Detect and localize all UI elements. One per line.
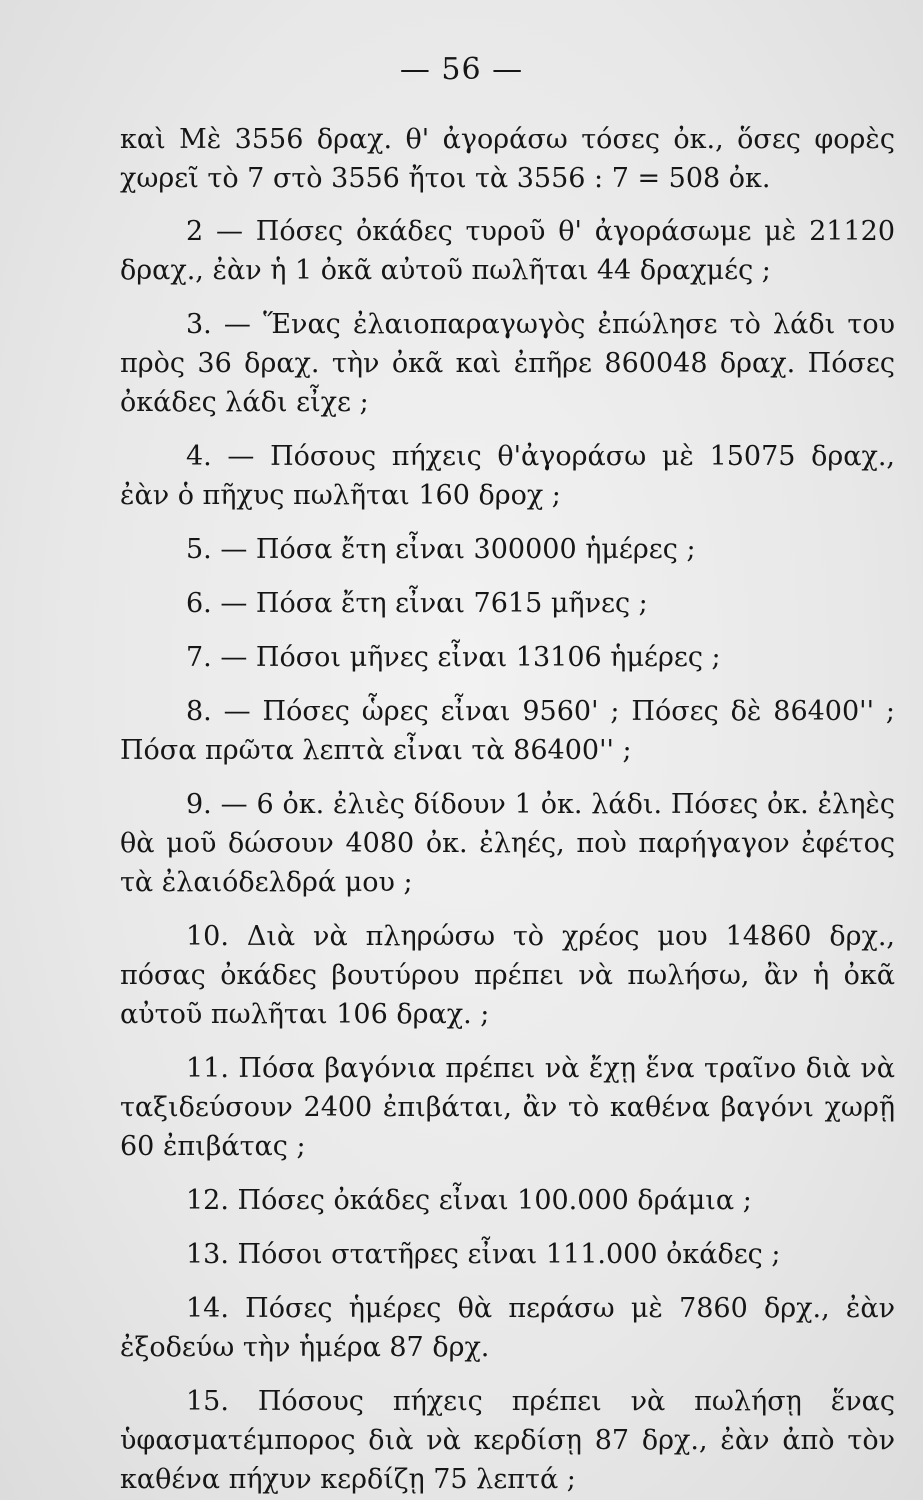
problem-6: 6. — Πόσα ἔτη εἶναι 7615 μῆνες ; bbox=[186, 588, 648, 619]
problem-7: 7. — Πόσοι μῆνες εἶναι 13106 ἡμέρες ; bbox=[186, 642, 721, 673]
problem-14: 14. Πόσες ἡμέρες θὰ περάσω μὲ 7860 δρχ., ἐὰν ἐξοδεύω τὴν ἡμέρα 87 δρχ. bbox=[120, 1293, 895, 1363]
problem-12: 12. Πόσες ὀκάδες εἶναι 100.000 δράμια ; bbox=[186, 1185, 752, 1216]
problem-10: 10. Διὰ νὰ πληρώσω τὸ χρέος μου 14860 δρχ., πόσας ὀκάδες βουτύρου πρέπει νὰ πωλήσω, ἂν ἡ ὀκᾶ αὐτοῦ πωλῆται 106 δραχ. ; bbox=[120, 921, 895, 1030]
problem-5: 5. — Πόσα ἔτη εἶναι 300000 ἡμέρες ; bbox=[186, 534, 696, 565]
problem-13: 13. Πόσοι στατῆρες εἶναι 111.000 ὀκάδες ; bbox=[186, 1239, 781, 1270]
problem-9: 9. — 6 ὀκ. ἐλιὲς δίδουν 1 ὀκ. λάδι. Πόσες ὀκ. ἐληὲς θὰ μοῦ δώσουν 4080 ὀκ. ἐληές, ποὺ παρήγαγον ἐφέτος τὰ ἐλαιόδελδρά μου ; bbox=[120, 789, 895, 898]
problem-8: 8. — Πόσες ὧρες εἶναι 9560' ; Πόσες δὲ 86400'' ; Πόσα πρῶτα λεπτὰ εἶναι τὰ 86400'' ; bbox=[120, 696, 895, 766]
page-number: — 56 — bbox=[399, 52, 524, 87]
problem-3: 3. — Ἕνας ἐλαιοπαραγωγὸς ἐπώλησε τὸ λάδι του πρὸς 36 δραχ. τὴν ὀκᾶ καὶ ἐπῆρε 860048 δραχ. Πόσες ὀκάδες λάδι εἶχε ; bbox=[120, 309, 895, 418]
text-body bbox=[120, 120, 895, 1499]
problem-15: 15. Πόσους πήχεις πρέπει νὰ πωλήσῃ ἕνας ὑφασματέμπορος διὰ νὰ κερδίσῃ 87 δρχ., ἐὰν ἀπὸ τὸν καθένα πήχυν κερδίζῃ 75 λεπτά ; bbox=[120, 1386, 895, 1495]
problem-2: 2 — Πόσες ὀκάδες τυροῦ θ' ἀγοράσωμε μὲ 21120 δραχ., ἐὰν ἡ 1 ὀκᾶ αὐτοῦ πωλῆται 44 δραχμές ; bbox=[120, 216, 895, 286]
problem-4: 4. — Πόσους πήχεις θ'ἀγοράσω μὲ 15075 δραχ., ἐὰν ὁ πῆχυς πωλῆται 160 δροχ ; bbox=[120, 441, 895, 511]
problem-11: 11. Πόσα βαγόνια πρέπει νὰ ἔχῃ ἕνα τραῖνο διὰ νὰ ταξιδεύσουν 2400 ἐπιβάται, ἂν τὸ καθένα βαγόνι χωρῇ 60 ἐπιβάτας ; bbox=[120, 1053, 895, 1162]
paragraph-continuation: καὶ Μὲ 3556 δραχ. θ' ἀγοράσω τόσες ὀκ., ὅσες φορὲς χωρεῖ τὸ 7 στὸ 3556 ἤτοι τὰ 3556 : 7 = 508 ὀκ. bbox=[120, 124, 895, 194]
